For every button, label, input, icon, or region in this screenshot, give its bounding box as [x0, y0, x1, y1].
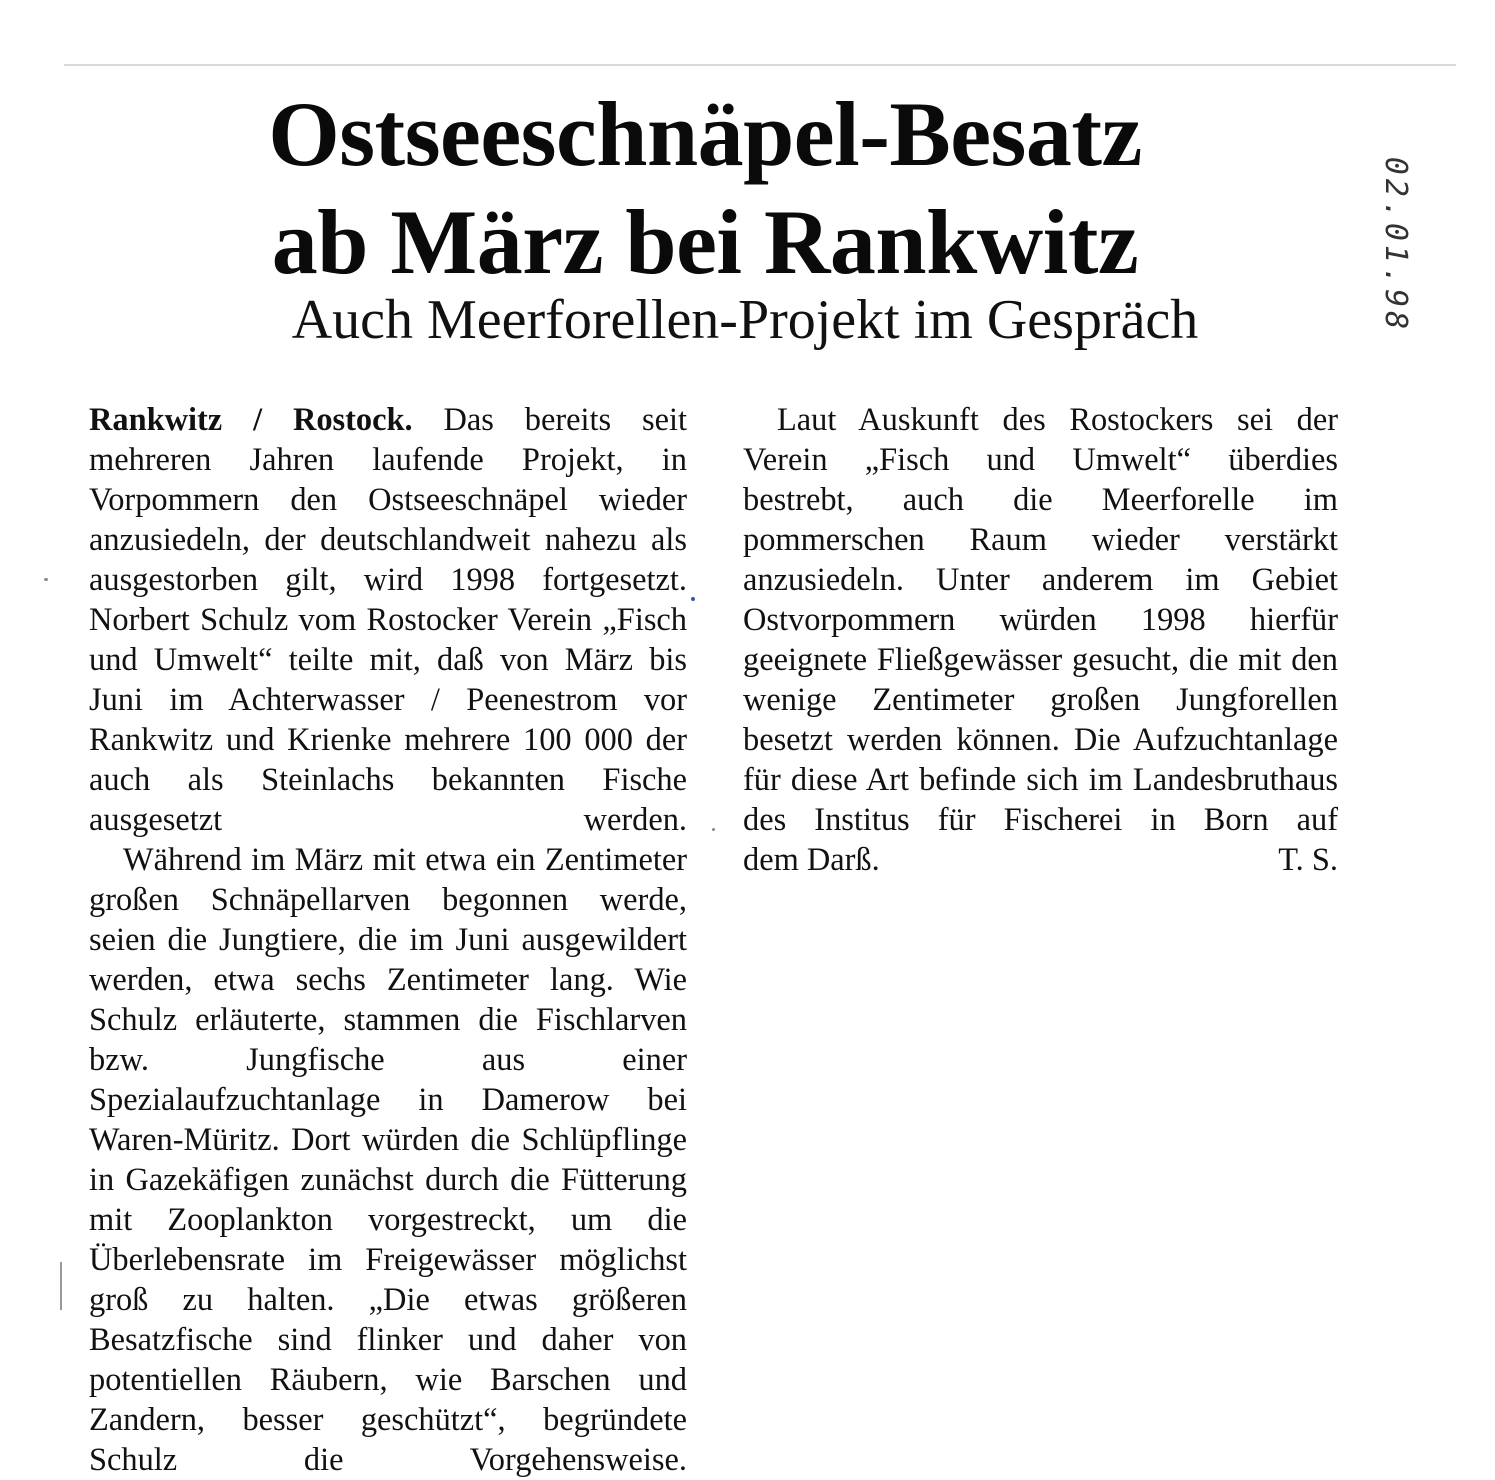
- scan-margin-line: [60, 1262, 62, 1310]
- scan-speck: [44, 578, 48, 581]
- headline-line-1: Ostseeschnäpel-Besatz: [268, 83, 1142, 185]
- dateline: Rankwitz / Rostock.: [89, 402, 413, 438]
- scan-speck: [712, 828, 715, 831]
- signature-row: [743, 840, 1338, 880]
- article-paragraph-2: Während im März mit etwa ein Zentimeter großen Schnäpellarven begonnen werde, seien die Jungtiere, die im Juni ausgewildert werden, etwa sechs Zentimeter lang. Wie Schulz erläuterte, stammen die Fischlarven bzw. Jungfische aus einer Spezialaufzuchtanlage in Damerow bei Waren-Müritz. Dort würden die Schlüpflinge in Gazekäfigen zunächst durch die Fütterung mit Zooplankton vorgestreckt, um die Überlebensrate im Freigewässer möglichst groß zu halten. „Die etwas größeren Besatzfische sind flinker und daher von potentiellen Räubern, wie Barschen und Zandern, besser geschützt“, begründete Schulz die Vorgehensweise.: [89, 842, 687, 1478]
- top-rule: [64, 64, 1456, 66]
- closing-text: dem Darß.: [743, 842, 880, 878]
- headline: [60, 80, 1350, 296]
- article-column-left: [89, 400, 687, 1480]
- article-paragraph-3: Laut Auskunft des Rostockers sei der Verein „Fisch und Umwelt“ überdies bestrebt, auch die Meerforelle im pommerschen Raum wieder verstärkt anzusiedeln. Unter anderem im Gebiet Ostvorpommern würden 1998 hierfür geeignete Fließgewässer gesucht, die mit den wenige Zentimeter großen Jungforellen besetzt werden können. Die Aufzuchtanlage für diese Art befinde sich im Landesbruthaus des Institus für Fischerei in Born auf: [743, 402, 1338, 838]
- article-paragraph-1: [89, 400, 687, 840]
- author-initials: T. S.: [1278, 842, 1338, 878]
- article-column-right: [743, 400, 1338, 880]
- paragraph-1-text: Das bereits seit mehreren Jahren laufende Projekt, in Vorpommern den Ostseeschnäpel wieder anzusiedeln, der deutschlandweit nahezu als ausgestorben gilt, wird 1998 fortgesetzt. Norbert Schulz vom Rostocker Verein „Fisch und Umwelt“ teilte mit, daß von März bis Juni im Achterwasser / Peenestrom vor Rankwitz und Krienke mehrere 100 000 der auch als Steinlachs bekannten Fische ausgesetzt werden.: [89, 402, 687, 838]
- handwritten-date-annotation: 02.01.98: [1378, 156, 1413, 334]
- scan-speck: [691, 597, 695, 601]
- headline-line-2: ab März bei Rankwitz: [271, 191, 1139, 293]
- subheadline: Auch Meerforellen-Projekt im Gespräch: [291, 289, 1199, 351]
